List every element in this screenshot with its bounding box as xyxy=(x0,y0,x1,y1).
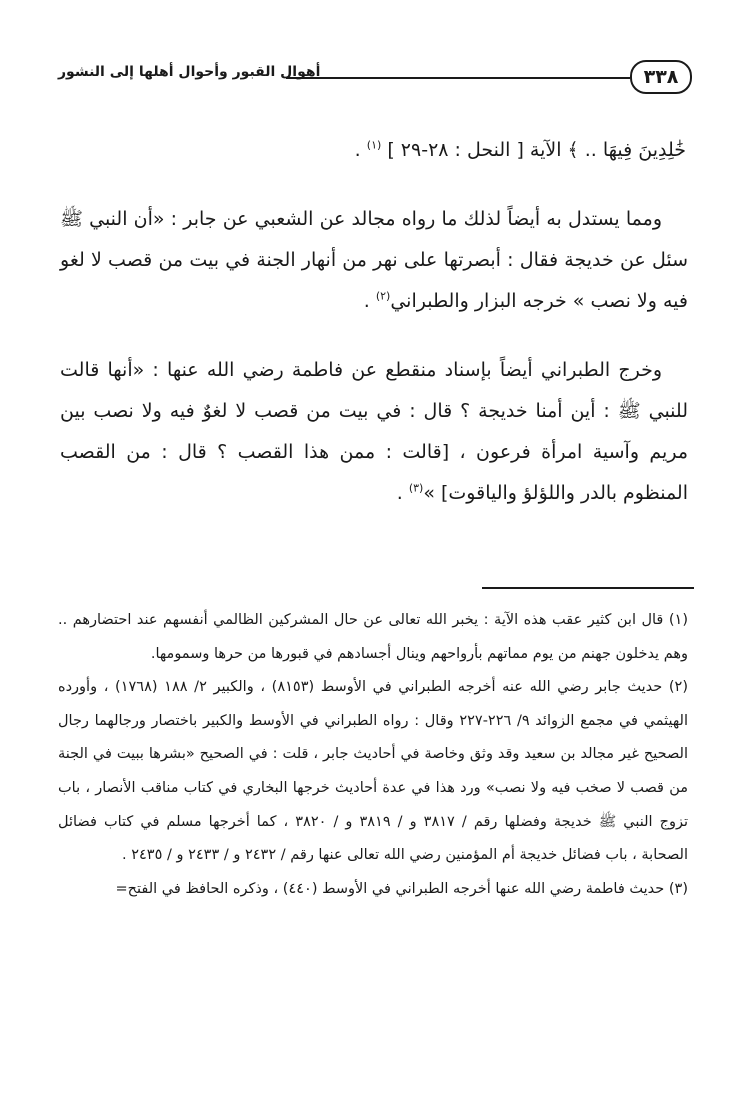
footnote-separator xyxy=(482,587,694,589)
footnote-2 xyxy=(58,671,688,873)
verse-trail: . xyxy=(354,139,367,161)
footnotes xyxy=(58,604,688,906)
verse-line xyxy=(60,130,688,171)
paragraph-2-text: وخرج الطبراني أيضاً بإسناد منقطع عن فاطمة رضي الله عنها : «أنها قالت للنبي ﷺ : أين أمنا خديجة ؟ قال : في بيت من قصب لا لغوٌ فيه ولا نصب بين مريم وآسية امرأة فرعون ، [قالت : ممن هذا القصب ؟ قال : من القصب المنظوم بالدر واللؤلؤ والياقوت] » xyxy=(60,359,688,504)
main-text xyxy=(60,130,688,542)
paragraph-1 xyxy=(60,199,688,322)
footnote-number: (٣) xyxy=(668,880,688,897)
footnote-marker-3[interactable]: (٣) xyxy=(408,481,424,495)
footnote-text: حديث جابر رضي الله عنه أخرجه الطبراني في الأوسط (٨١٥٣) ، والكبير ٢/ ١٨٨ (١٧٦٨) ، وأورده الهيثمي في مجمع الزوائد ٩/ ٢٢٦-٢٢٧ وقال : رواه الطبراني في الأوسط والكبير باختصار ورجالهما رجال الصحيح غير مجالد بن سعيد وقد وثق وخاصة في أحاديث جابر ، قلت : في الصحيح «بشرها ببيت في الجنة من قصب لا صخب فيه ولا نصب» ورد هذا في عدة أحاديث خرجها البخاري في كتاب مناقب الأنصار ، باب تزوج النبي ﷺ خديجة وفضلها رقم / ٣٨١٧ و / ٣٨١٩ و / ٣٨٢٠ ، كما أخرجها مسلم في كتاب فضائل الصحابة ، باب فضائل خديجة أم المؤمنين رضي الله تعالى عنها رقم / ٢٤٣٢ و / ٢٤٣٣ و / ٢٤٣٥ . xyxy=(58,679,689,864)
paragraph-2-trail: . xyxy=(396,482,409,504)
paragraph-1-text: ومما يستدل به أيضاً لذلك ما رواه مجالد عن الشعبي عن جابر : «أن النبي ﷺ سئل عن خديجة فقال : أبصرتها على نهر من أنهار الجنة في بيت من قصب لا لغو فيه ولا نصب » خرجه البزار والطبراني xyxy=(60,208,688,312)
running-header xyxy=(58,60,692,96)
header-rule xyxy=(286,77,630,79)
footnote-text: حديث فاطمة رضي الله عنها أخرجه الطبراني في الأوسط (٤٤٠) ، وذكره الحافظ في الفتح= xyxy=(115,880,665,897)
running-title: أهوال القبور وأحوال أهلها إلى النشور xyxy=(58,64,321,80)
page-number: ٣٣٨ xyxy=(630,60,692,94)
paragraph-1-trail: . xyxy=(363,290,376,312)
footnote-marker-2[interactable]: (٢) xyxy=(375,289,391,303)
verse-text: خَٰلِدِينَ فِيهَا .. ﴾ الآية [ النحل : ٢٨-٢٩ ] xyxy=(387,139,686,161)
footnote-3 xyxy=(58,873,688,907)
footnote-marker-1[interactable]: (١) xyxy=(366,138,382,152)
paragraph-2 xyxy=(60,350,688,514)
footnote-1 xyxy=(58,604,688,671)
footnote-number: (٢) xyxy=(668,679,688,696)
footnote-number: (١) xyxy=(668,612,688,628)
footnote-text: قال ابن كثير عقب هذه الآية : يخبر الله تعالى عن حال المشركين الظالمي أنفسهم عند احتضارهم .. وهم يدخلون جهنم من يوم مماتهم بأرواحهم وينال أجسادهم في قبورها من حرها وسمومها. xyxy=(58,612,688,662)
